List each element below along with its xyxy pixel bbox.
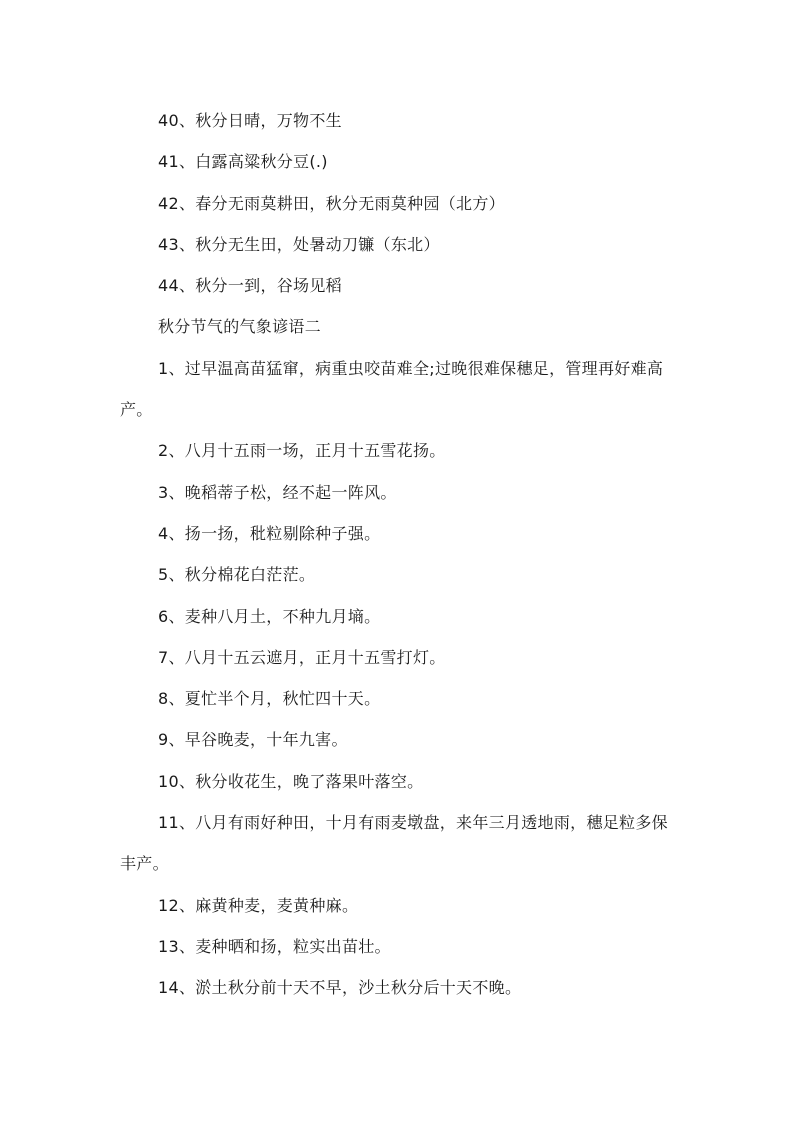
proverb-paragraph: 6、麦种八月土，不种九月墒。	[158, 606, 381, 626]
proverb-paragraph: 41、白露高粱秋分豆(.)	[158, 152, 328, 172]
proverb-paragraph: 42、春分无雨莫耕田，秋分无雨莫种园（北方）	[158, 193, 505, 213]
proverb-paragraph: 44、秋分一到，谷场见稻	[158, 276, 342, 296]
section-heading: 秋分节气的气象谚语二	[158, 317, 322, 337]
proverb-paragraph: 3、晚稻蒂子松，经不起一阵风。	[158, 482, 397, 502]
proverb-paragraph: 2、八月十五雨一场，正月十五雪花扬。	[158, 441, 446, 461]
proverb-paragraph: 10、秋分收花生，晚了落果叶落空。	[158, 771, 424, 791]
proverb-paragraph: 40、秋分日晴，万物不生	[158, 111, 342, 130]
proverb-paragraph: 43、秋分无生田，处暑动刀镰（东北）	[158, 234, 440, 254]
proverb-paragraph: 4、扬一扬，秕粒剔除种子强。	[158, 523, 381, 543]
proverb-paragraph: 9、早谷晚麦，十年九害。	[158, 730, 348, 750]
proverb-paragraph: 12、麻黄种麦，麦黄种麻。	[158, 895, 359, 915]
proverb-paragraph: 14、淤土秋分前十天不早，沙土秋分后十天不晚。	[158, 978, 522, 998]
proverb-paragraph: 7、八月十五云遮月，正月十五雪打灯。	[158, 647, 446, 667]
proverb-paragraph: 11、八月有雨好种田，十月有雨麦墩盘，来年三月透地雨，穗足粒多保丰产。	[120, 813, 668, 874]
document-body	[120, 100, 680, 1009]
proverb-paragraph: 8、夏忙半个月，秋忙四十天。	[158, 689, 381, 709]
proverb-paragraph: 1、过早温高苗猛窜，病重虫咬苗难全;过晚很难保穗足，管理再好难高产。	[120, 358, 664, 420]
proverb-paragraph: 5、秋分棉花白茫茫。	[158, 565, 316, 585]
proverb-paragraph: 13、麦种晒和扬，粒实出苗壮。	[158, 936, 391, 956]
